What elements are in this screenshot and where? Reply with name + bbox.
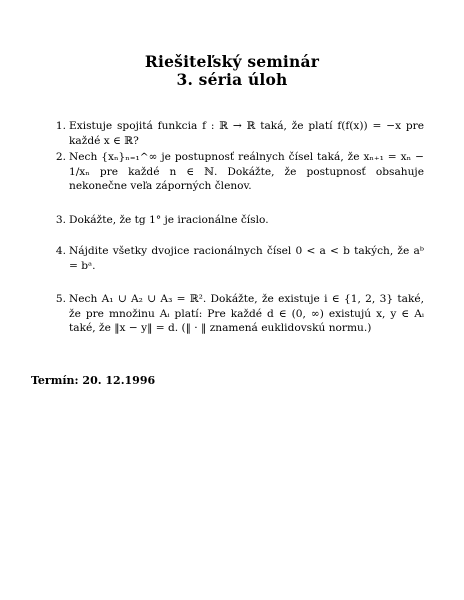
problem-text: Nájdite všetky dvojice racionálnych čísel 0 < a < b takých, že aᵇ = bᵃ. [69, 245, 424, 272]
page-title: Riešiteľský seminár [144, 52, 320, 71]
problem-number: 1. [55, 120, 66, 132]
problem-number: 3. [55, 214, 66, 226]
problem-number: 4. [55, 245, 66, 257]
page-subtitle: 3. séria úloh [176, 70, 288, 89]
problem-item [52, 292, 424, 356]
problem-item [52, 244, 424, 276]
problem-item [52, 119, 424, 149]
deadline: Termín: 20. 12.1996 [31, 374, 156, 387]
problem-text: Nech A₁ ∪ A₂ ∪ A₃ = ℝ². Dokážte, že existuje i ∈ {1, 2, 3} také, že pre množinu Aᵢ platí: Pre každé d ∈ (0, ∞) existujú x, y ∈ Aᵢ také, že ‖x − y‖ = d. (‖ · ‖ znamená euklidovskú normu.) [69, 293, 424, 334]
problem-number: 5. [55, 293, 66, 305]
problem-text: Nech {xₙ}ₙ₌₁^∞ je postupnosť reálnych čísel taká, že xₙ₊₁ = xₙ − 1/xₙ pre každé n ∈ ℕ. Dokážte, že postupnosť obsahuje nekonečne veľa záporných členov. [69, 151, 424, 192]
problem-number: 2. [55, 151, 66, 163]
problem-text: Existuje spojitá funkcia f : ℝ → ℝ taká, že platí f(f(x)) = −x pre každé x ∈ ℝ? [69, 120, 424, 147]
problem-text: Dokážte, že tg 1° je iracionálne číslo. [69, 214, 269, 226]
problem-item [52, 213, 424, 229]
problem-item [52, 150, 424, 198]
